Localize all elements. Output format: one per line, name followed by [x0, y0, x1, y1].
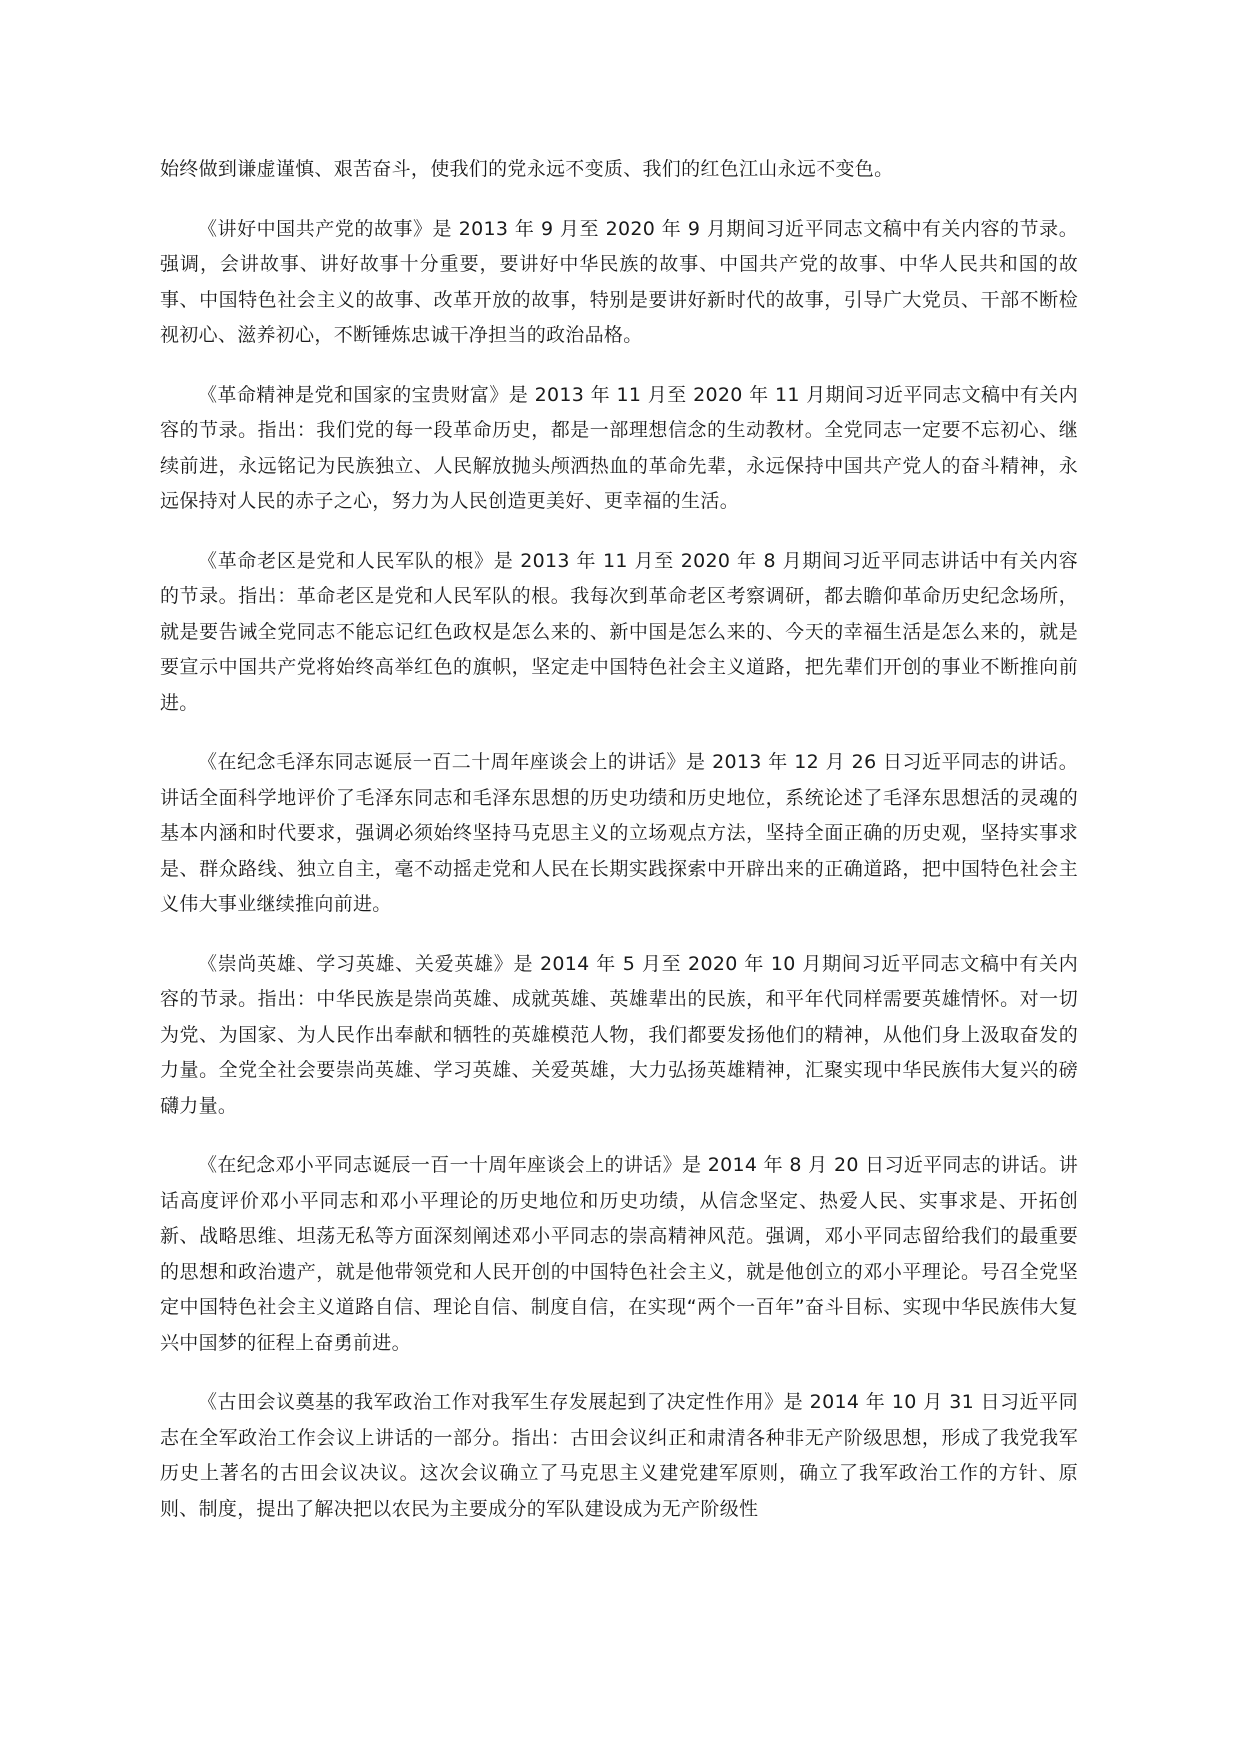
paragraph-storytelling: 《讲好中国共产党的故事》是 2013 年 9 月至 2020 年 9 月期间习近平同志文稿中有关内容的节录。强调，会讲故事、讲好故事十分重要，要讲好中华民族的故事、中国共产党的故事、中华人民共和国的故事、中国特色社会主义的故事、改革开放的故事，特别是要讲好新时代的故事，引导广大党员、干部不断检视初心、滋养初心，不断锤炼忠诚干净担当的政治品格。	[160, 217, 1078, 346]
paragraph-mao-anniversary-speech: 《在纪念毛泽东同志诞辰一百二十周年座谈会上的讲话》是 2013 年 12 月 26 日习近平同志的讲话。讲话全面科学地评价了毛泽东同志和毛泽东思想的历史功绩和历史地位，系统论述了毛泽东思想活的灵魂的基本内涵和时代要求，强调必须始终坚持马克思主义的立场观点方法，坚持全面正确的历史观，坚持实事求是、群众路线、独立自主，毫不动摇走党和人民在长期实践探索中开辟出来的正确道路，把中国特色社会主义伟大事业继续推向前进。	[160, 751, 1078, 915]
paragraph-old-revolutionary-areas: 《革命老区是党和人民军队的根》是 2013 年 11 月至 2020 年 8 月期间习近平同志讲话中有关内容的节录。指出：革命老区是党和人民军队的根。我每次到革命老区考察调研，都去瞻仰革命历史纪念场所，就是要告诫全党同志不能忘记红色政权是怎么来的、新中国是怎么来的、今天的幸福生活是怎么来的，就是要宣示中国共产党将始终高举红色的旗帜，坚定走中国特色社会主义道路，把先辈们开创的事业不断推向前进。	[160, 549, 1078, 714]
paragraph-heroes: 《崇尚英雄、学习英雄、关爱英雄》是 2014 年 5 月至 2020 年 10 月期间习近平同志文稿中有关内容的节录。指出：中华民族是崇尚英雄、成就英雄、英雄辈出的民族，和平年代同样需要英雄情怀。对一切为党、为国家、为人民作出奉献和牺牲的英雄模范人物，我们都要发扬他们的精神，从他们身上汲取奋发的力量。全党全社会要崇尚英雄、学习英雄、关爱英雄，大力弘扬英雄精神，汇聚实现中华民族伟大复兴的磅礴力量。	[160, 952, 1078, 1117]
paragraph-revolutionary-spirit: 《革命精神是党和国家的宝贵财富》是 2013 年 11 月至 2020 年 11 月期间习近平同志文稿中有关内容的节录。指出：我们党的每一段革命历史，都是一部理想信念的生动教材。全党同志一定要不忘初心、继续前进，永远铭记为民族独立、人民解放抛头颅洒热血的革命先辈，永远保持中国共产党人的奋斗精神，永远保持对人民的赤子之心，努力为人民创造更美好、更幸福的生活。	[160, 383, 1078, 512]
paragraph-continuation: 始终做到谦虚谨慎、艰苦奋斗，使我们的党永远不变质、我们的红色江山永远不变色。	[160, 158, 894, 180]
document-body	[160, 152, 1078, 1551]
paragraph-gutian-conference: 《古田会议奠基的我军政治工作对我军生存发展起到了决定性作用》是 2014 年 10 月 31 日习近平同志在全军政治工作会议上讲话的一部分。指出：古田会议纠正和肃清各种非无产阶级思想，形成了我党我军历史上著名的古田会议决议。这次会议确立了马克思主义建党建军原则，确立了我军政治工作的方针、原则、制度，提出了解决把以农民为主要成分的军队建设成为无产阶级性	[160, 1391, 1078, 1520]
paragraph-deng-anniversary-speech: 《在纪念邓小平同志诞辰一百一十周年座谈会上的讲话》是 2014 年 8 月 20 日习近平同志的讲话。讲话高度评价邓小平同志和邓小平理论的历史地位和历史功绩，从信念坚定、热爱人民、实事求是、开拓创新、战略思维、坦荡无私等方面深刻阐述邓小平同志的崇高精神风范。强调，邓小平同志留给我们的最重要的思想和政治遗产，就是他带领党和人民开创的中国特色社会主义，就是他创立的邓小平理论。号召全党坚定中国特色社会主义道路自信、理论自信、制度自信，在实现“两个一百年”奋斗目标、实现中华民族伟大复兴中国梦的征程上奋勇前进。	[160, 1154, 1078, 1354]
